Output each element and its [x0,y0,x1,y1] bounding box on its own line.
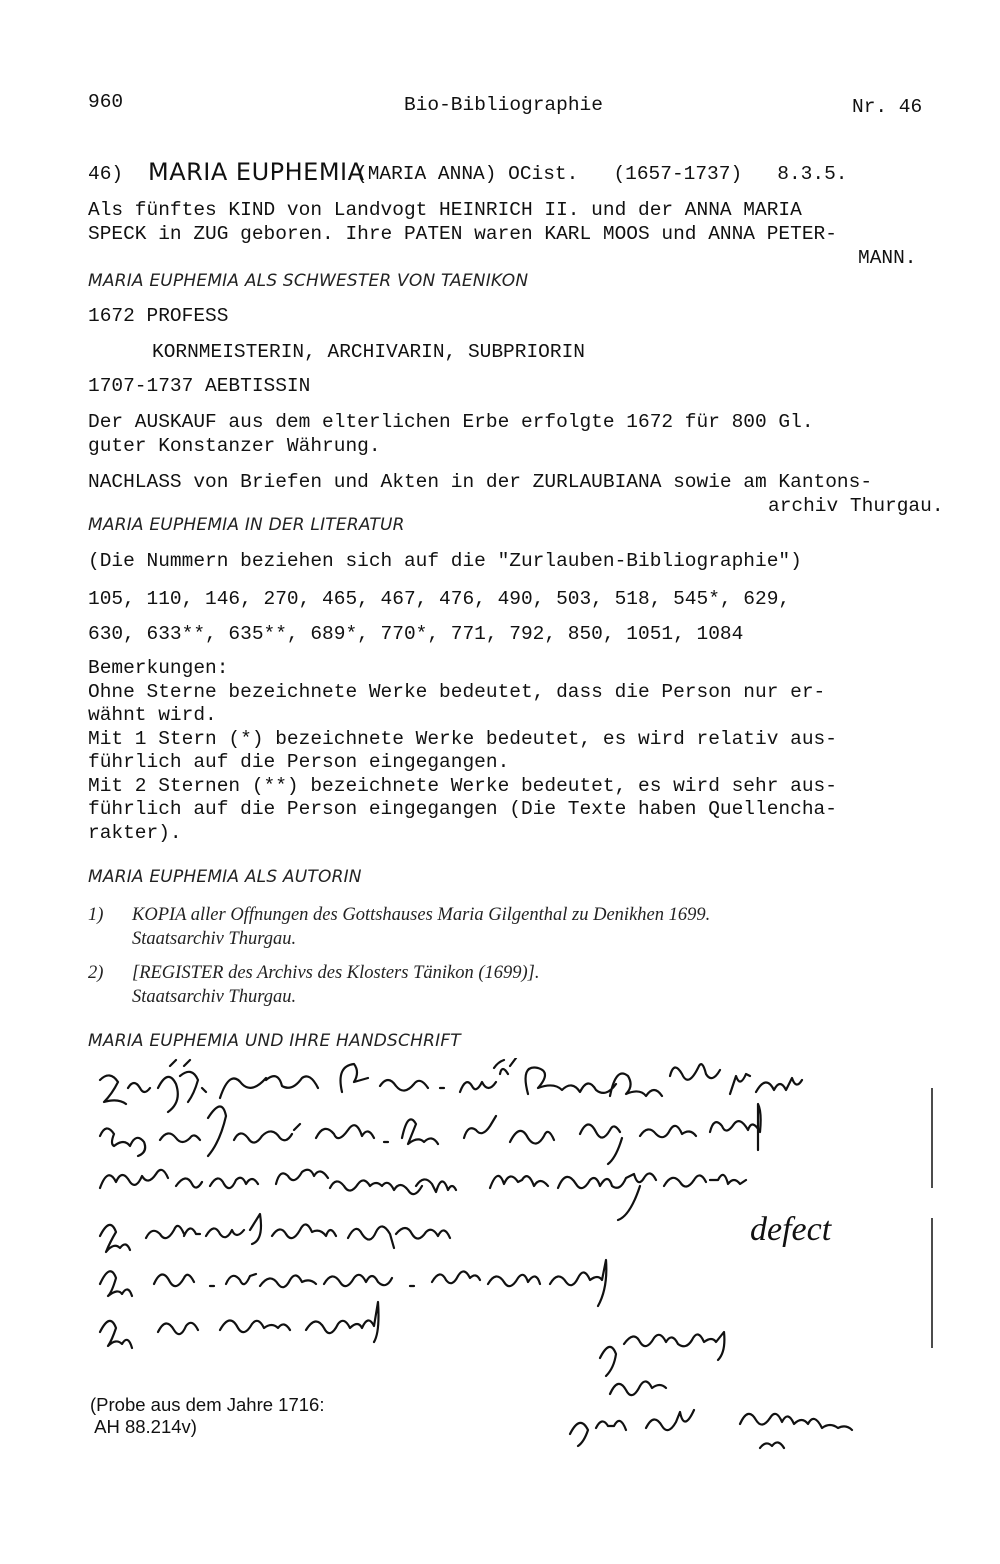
sample-caption-2: AH 88.214v) [90,1416,197,1437]
literature-numbers-1: 105, 110, 146, 270, 465, 467, 476, 490, 503, 518, 545*, 629, [88,588,791,610]
manuscript-legible-word: defect [750,1211,832,1248]
remarks-line-1: Bemerkungen: [88,657,229,679]
remarks-line-8: rakter). [88,822,182,844]
auskauf-line-1: Der AUSKAUF aus dem elterlichen Erbe erfolgte 1672 für 800 Gl. [88,411,814,433]
remarks-line-7: führlich auf die Person eingegangen (Die Texte haben Quellencha- [88,798,837,820]
entry-ref: Nr. 46 [852,96,923,118]
nachlass-line-2: archiv Thurgau. [768,495,944,517]
heading-taenikon: MARIA EUPHEMIA ALS SCHWESTER VON TAENIKON [88,271,529,291]
heading-handwriting: MARIA EUPHEMIA UND IHRE HANDSCHRIFT [88,1031,461,1051]
work-2-number: 2) [88,963,104,983]
entry-subtitle: (MARIA ANNA) OCist. (1657-1737) 8.3.5. [356,163,848,185]
work-1-title: KOPIA aller Offnungen des Gottshauses Maria Gilgenthal zu Denikhen 1699. [132,905,711,925]
remarks-line-6: Mit 2 Sternen (**) bezeichnete Werke bedeutet, es wird sehr aus- [88,775,837,797]
heading-author: MARIA EUPHEMIA ALS AUTORIN [88,867,362,887]
entry-number: 46) [88,163,124,185]
bio-line-1: Als fünftes KIND von Landvogt HEINRICH II. und der ANNA MARIA [88,199,802,221]
work-2-archive: Staatsarchiv Thurgau. [132,987,297,1007]
remarks-line-3: wähnt wird. [88,704,217,726]
work-1-number: 1) [88,905,104,925]
running-title: Bio-Bibliographie [404,94,603,116]
literature-intro: (Die Nummern beziehen sich auf die "Zurlauben-Bibliographie") [88,550,802,572]
abbess-line: 1707-1737 AEBTISSIN [88,375,311,397]
profess-line: 1672 PROFESS [88,305,229,327]
heading-literature: MARIA EUPHEMIA IN DER LITERATUR [88,515,405,535]
literature-numbers-2: 630, 633**, 635**, 689*, 770*, 771, 792, 850, 1051, 1084 [88,623,744,645]
remarks-line-5: führlich auf die Person eingegangen. [88,751,510,773]
nachlass-line-1: NACHLASS von Briefen und Akten in der ZURLAUBIANA sowie am Kantons- [88,471,873,493]
offices-line: KORNMEISTERIN, ARCHIVARIN, SUBPRIORIN [152,341,585,363]
bio-line-2: SPECK in ZUG geboren. Ihre PATEN waren KARL MOOS und ANNA PETER- [88,223,837,245]
bio-line-3: MANN. [858,247,917,269]
remarks-line-2: Ohne Sterne bezeichnete Werke bedeutet, dass die Person nur er- [88,681,826,703]
auskauf-line-2: guter Konstanzer Währung. [88,435,381,457]
entry-name: MARIA EUPHEMIA [148,158,365,186]
page-number: 960 [88,91,124,113]
work-1-archive: Staatsarchiv Thurgau. [132,929,297,949]
remarks-line-4: Mit 1 Stern (*) bezeichnete Werke bedeutet, es wird relativ aus- [88,728,837,750]
work-2-title: [REGISTER des Archivs des Klosters Tänikon (1699)]. [132,963,540,983]
sample-caption-1: (Probe aus dem Jahre 1716: [90,1394,325,1415]
